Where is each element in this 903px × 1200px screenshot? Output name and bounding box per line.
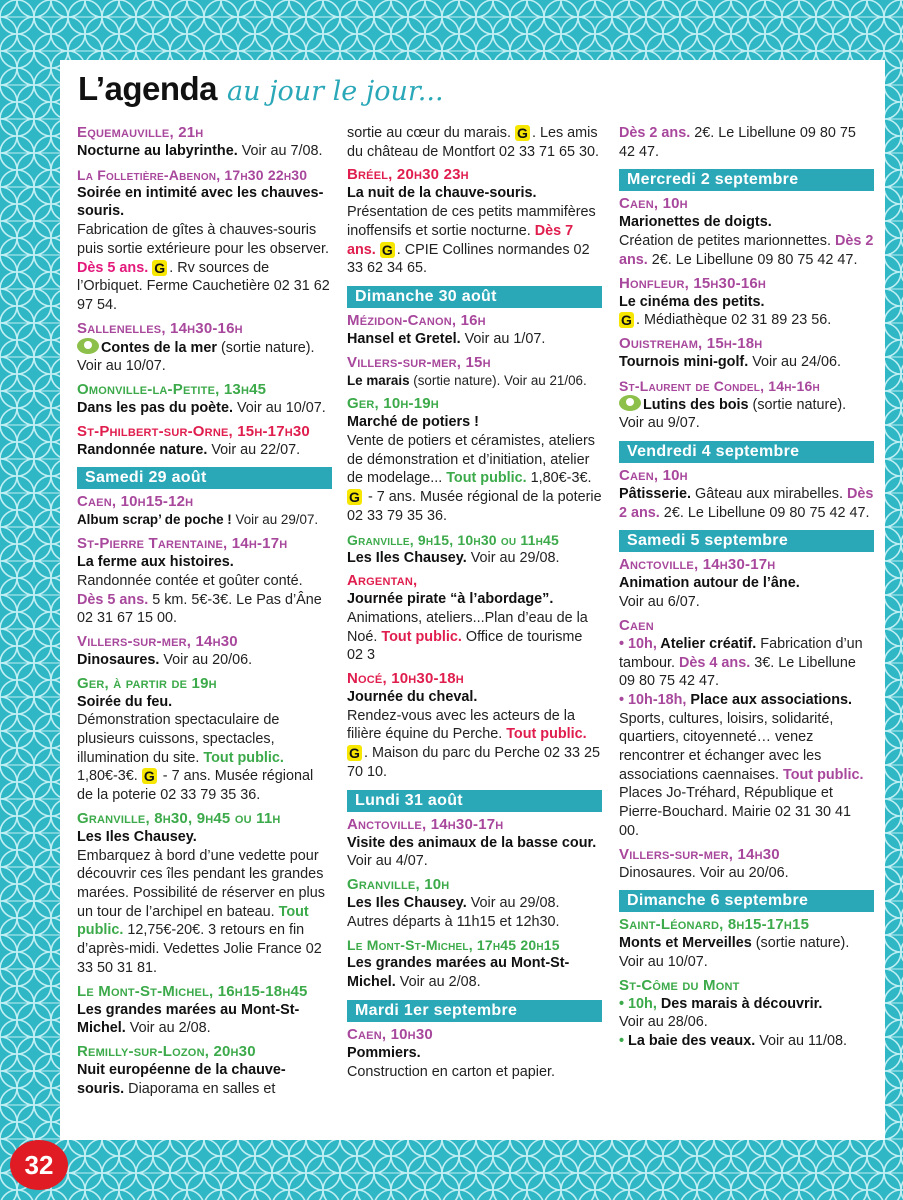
event-location: Anctoville, 14h30-17h [619,556,776,574]
day-header: Mercredi 2 septembre [619,169,874,191]
free-g-icon: G [347,489,362,505]
event-entry: Contes de la mer (sortie nature). Voir au 10/07. [77,339,315,375]
event-entry: • 10h, Des marais à découvrir. Voir au 28/06. [619,995,823,1031]
event-location: Sallenelles, 14h30-16h [77,319,243,337]
event-entry: • 10h, Atelier créatif. Fabrication d’un tambour. Dès 4 ans. 3€. Le Libellune 09 80 75 42 47. [619,635,863,690]
event-entry: La ferme aux histoires. Randonnée contée et goûter conté. Dès 5 ans. 5 km. 5€-3€. Le Pas d’Âne 02 31 67 15 00. [77,554,322,627]
event-location: Ger, 10h-19h [347,395,439,413]
event-entry: Soirée du feu. Démonstration spectaculaire de plusieurs cuissons, spectacles, illumination du site. Tout public. 1,80€-3€. G - 7 ans. Musée régional de la poterie 02 33 79 35 36. [77,693,314,804]
day-header: Samedi 5 septembre [619,530,874,552]
event-location: Villers-sur-mer, 14h30 [619,845,780,863]
event-entry: Lutins des bois (sortie nature). Voir au 9/07. [619,396,847,432]
event-entry: Journée pirate “à l’abordage”. Animations, ateliers...Plan d’eau de la Noé. Tout public. Office de tourisme 02 3 [347,591,588,664]
event-entry: Pommiers. Construction en carton et papier. [347,1044,555,1080]
event-entry: Les grandes marées au Mont-St-Michel. Voir au 2/08. [347,955,570,991]
day-header: Dimanche 30 août [347,286,602,308]
event-location: Mézidon-Canon, 16h [347,311,486,329]
free-g-icon: G [152,260,167,276]
free-g-icon: G [380,242,395,258]
event-location: Caen, 10h30 [347,1025,433,1043]
title-main: L’agenda [78,70,218,107]
page-number: 32 [10,1140,68,1190]
event-location: St-Côme du Mont [619,976,740,994]
event-entry: Dinosaures. Voir au 20/06. [77,651,253,668]
event-entry: Dinosaures. Voir au 20/06. [619,864,789,881]
event-location: Villers-sur-mer, 15h [347,353,491,371]
event-entry: Les Iles Chausey. Voir au 29/08. [347,549,560,566]
event-entry: Le marais (sortie nature). Voir au 21/06. [347,372,587,388]
column-1 [77,124,332,1098]
event-location: Caen [619,616,654,634]
free-g-icon: G [347,745,362,761]
day-header: Dimanche 6 septembre [619,890,874,912]
event-entry: Hansel et Gretel. Voir au 1/07. [347,330,546,347]
event-location: Caen, 10h [619,467,688,485]
event-entry: Les Iles Chausey. Embarquez à bord d’une vedette pour découvrir ces îles pendant les grandes marées. Possibilité de réserver en plus un tour de l’archipel en bateau. Tout public. 12,75€-20€. 3 retours en fin d’après-midi. Vedettes Jolie France 02 33 50 31 81. [77,828,325,976]
event-entry: Tournois mini-golf. Voir au 24/06. [619,353,842,370]
day-header: Mardi 1er septembre [347,1000,602,1022]
event-location: Le Mont-St-Michel, 16h15-18h45 [77,982,308,1000]
nature-icon [619,395,641,411]
event-location: Granville, 9h15, 10h30 ou 11h45 [347,531,559,548]
day-header: Samedi 29 août [77,467,332,489]
event-location: Ger, à partir de 19h [77,674,217,692]
free-g-icon: G [515,125,530,141]
event-entry: • La baie des veaux. Voir au 11/08. [619,1033,847,1050]
event-entry: Visite des animaux de la basse cour. Voir au 4/07. [347,834,597,870]
event-location: St-Laurent de Condel, 14h-16h [619,377,820,394]
event-location: Remilly-sur-Lozon, 20h30 [77,1042,256,1060]
event-entry: Animation autour de l’âne. Voir au 6/07. [619,575,800,611]
event-location: Caen, 10h15-12h [77,493,194,511]
event-location: Bréel, 20h30 23h [347,166,469,184]
event-location: Ouistreham, 15h-18h [619,334,763,352]
event-location: St-Philbert-sur-Orne, 15h-17h30 [77,422,310,440]
event-location: Granville, 8h30, 9h45 ou 11h [77,809,281,827]
event-location: Saint-Léonard, 8h15-17h15 [619,916,810,934]
event-location: Honfleur, 15h30-16h [619,274,767,292]
event-entry: Dès 2 ans. 2€. Le Libellune 09 80 75 42 47. [619,125,856,160]
free-g-icon: G [619,312,634,328]
nature-icon [77,338,99,354]
day-header: Lundi 31 août [347,790,602,812]
event-location: St-Pierre Tarentaine, 14h-17h [77,535,288,553]
event-entry: • 10h-18h, Place aux associations. Sports, cultures, loisirs, solidarité, quartiers, citoyenneté… venez rencontrer et échanger avec les associations caennaises. Tout public. Places Jo-Tréhard, République et Pierre-Bouchard. Mairie 02 31 30 41 00. [619,691,864,839]
event-entry: sortie au cœur du marais. G . Les amis du château de Montfort 02 33 71 65 30. [347,125,600,160]
event-location: Anctoville, 14h30-17h [347,815,504,833]
event-entry: Nuit européenne de la chauve-souris. Diaporama en salles et [77,1061,286,1097]
event-entry: Soirée en intimité avec les chauves-souris. Fabrication de gîtes à chauves-souris puis sortie extérieure pour les observer. Dès 5 ans. G . Rv sources de l’Orbiquet. Ferme Cauchetière 02 31 62 97 54. [77,184,330,313]
event-location: Equemauville, 21h [77,124,204,141]
day-header: Vendredi 4 septembre [619,441,874,463]
event-location: Omonville-la-Petite, 13h45 [77,381,267,399]
event-entry: Album scrap’ de poche ! Voir au 29/07. [77,512,319,528]
event-location: Le Mont-St-Michel, 17h45 20h15 [347,937,560,954]
event-entry: Le cinéma des petits. G . Médiathèque 02 31 89 23 56. [619,293,832,329]
event-entry: Marché de potiers ! Vente de potiers et céramistes, ateliers de démonstration et d’initiation, atelier de modelage... Tout public. 1,80€-3€. G - 7 ans. Musée régional de la poterie 02 33 79 35 36. [347,414,602,524]
event-entry: Randonnée nature. Voir au 22/07. [77,441,301,458]
event-location: Argentan, [347,572,418,590]
title-script: au jour le jour... [227,76,444,107]
column-2 [347,124,602,1081]
free-g-icon: G [142,768,157,784]
event-entry: Les Iles Chausey. Voir au 29/08. Autres départs à 11h15 et 12h30. [347,894,560,930]
event-location: Villers-sur-mer, 14h30 [77,632,238,650]
event-entry: Pâtisserie. Gâteau aux mirabelles. Dès 2 ans. 2€. Le Libellune 09 80 75 42 47. [619,486,874,521]
column-3 [619,124,874,1051]
event-location: La Folletière-Abenon, 17h30 22h30 [77,166,308,183]
event-entry: La nuit de la chauve-souris. Présentation de ces petits mammifères inoffensifs et sortie nocturne. Dès 7 ans. G . CPIE Collines normandes 02 33 62 34 65. [347,185,596,277]
event-location: Granville, 10h [347,875,450,893]
event-entry: Monts et Merveilles (sortie nature). Voir au 10/07. [619,935,850,970]
event-location: Nocé, 10h30-18h [347,670,464,688]
event-location: Caen, 10h [619,195,688,213]
event-entry: Les grandes marées au Mont-St-Michel. Voir au 2/08. [77,1001,300,1037]
event-entry: Dans les pas du poète. Voir au 10/07. [77,400,326,417]
event-entry: Nocturne au labyrinthe. Voir au 7/08. [77,143,323,159]
event-entry: Journée du cheval. Rendez-vous avec les acteurs de la filière équine du Perche. Tout public. G . Maison du parc du Perche 02 33 25 70 10. [347,689,600,780]
page-title [78,70,444,120]
event-entry: Marionettes de doigts. Création de petites marionnettes. Dès 2 ans. 2€. Le Libellune 09 80 75 42 47. [619,214,874,268]
